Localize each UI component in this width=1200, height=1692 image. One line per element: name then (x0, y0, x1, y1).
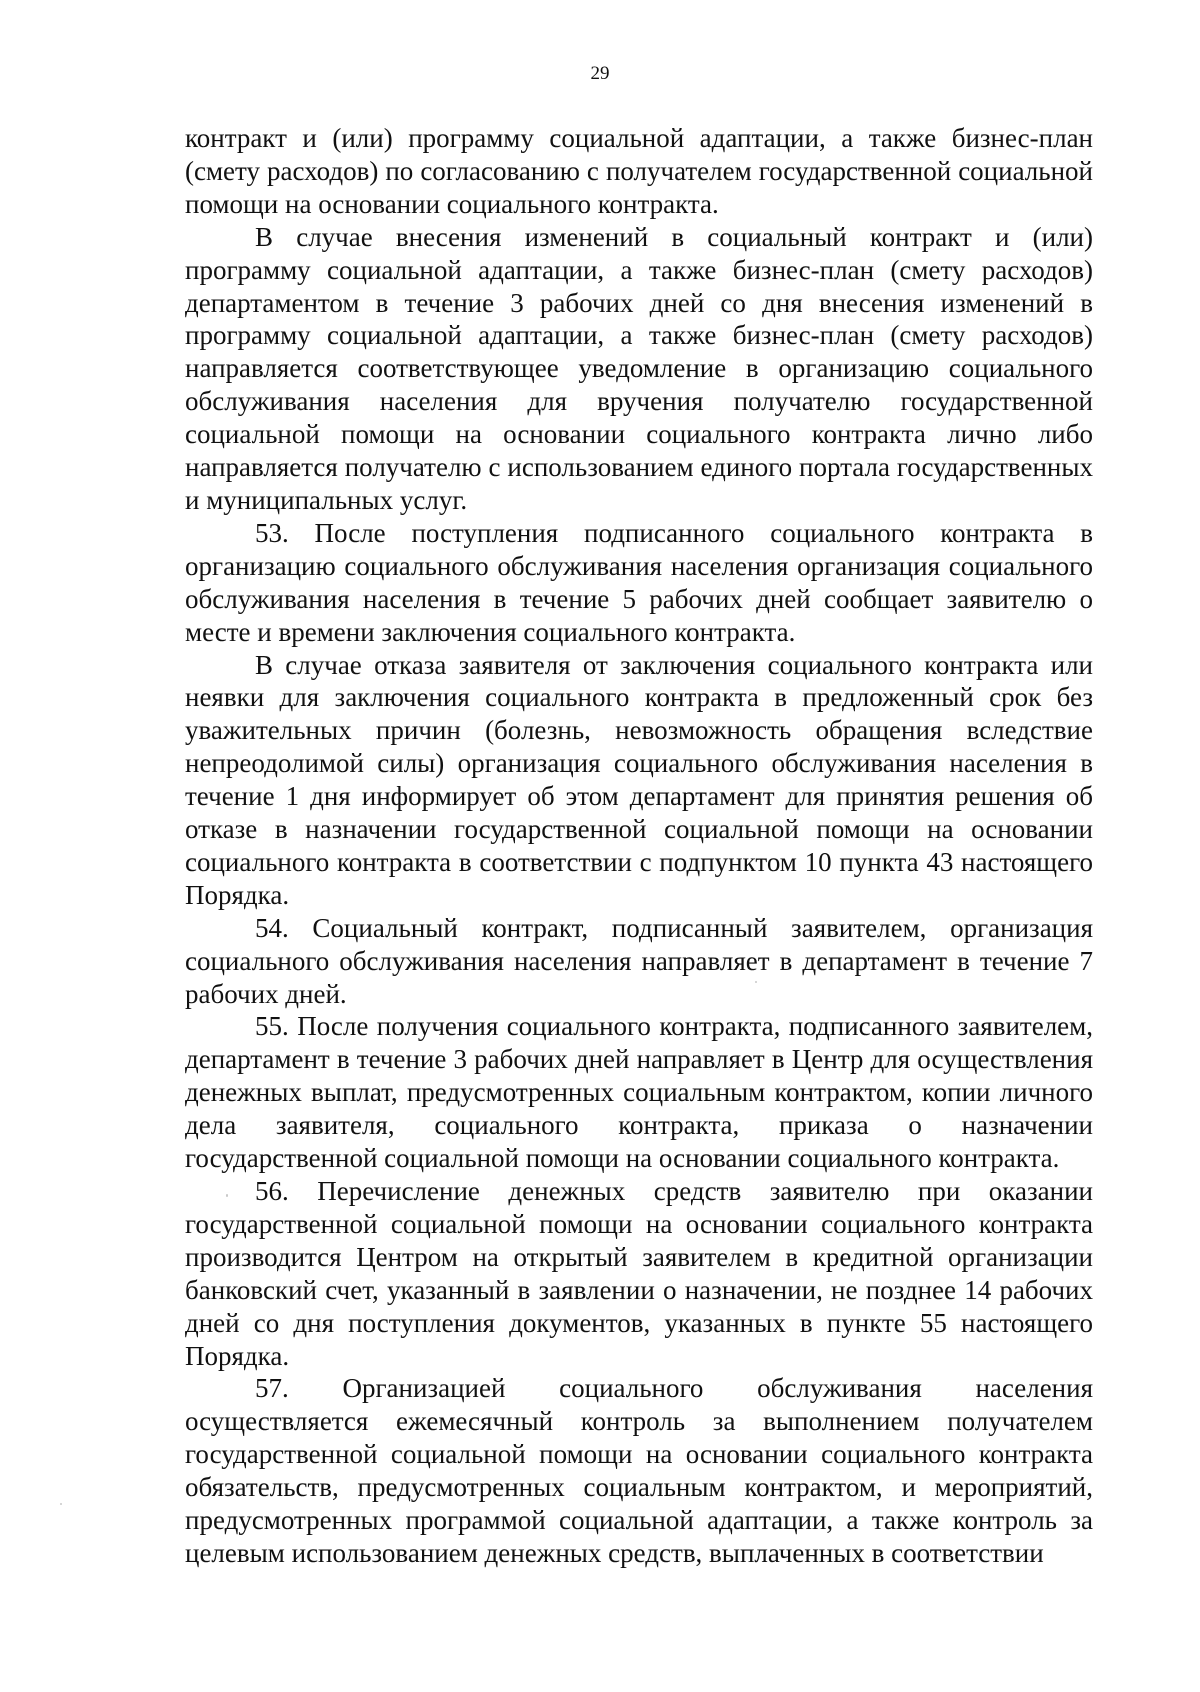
paragraph-item-54: 54. Социальный контракт, подписанный заявителем, организация социального обслуживания населения направляет в департамент в течение 7 рабочих дней. (185, 912, 1093, 1009)
paragraph-item-57: 57. Организацией социального обслуживания населения осуществляется ежемесячный контроль за выполнением получателем государственной социальной помощи на основании социального контракта обязательств, предусмотренных социальным контрактом, и мероприятий, предусмотренных программой социальной адаптации, а также контроль за целевым использованием денежных средств, выплаченных в соответствии (185, 1373, 1093, 1568)
scan-speck (226, 1194, 228, 1197)
paragraph-continuation: контракт и (или) программу социальной адаптации, а также бизнес-план (смету расходов) по согласованию с получателем государственной социальной помощи на основании социального контракта. (185, 123, 1093, 219)
paragraph-refusal: В случае отказа заявителя от заключения социального контракта или неявки для заключения социального контракта в предложенный срок без уважительных причин (болезнь, невозможность обращения вследствие непреодолимой силы) организация социального обслуживания населения в течение 1 дня информирует об этом департамент для принятия решения об отказе в назначении государственной социальной помощи на основании социального контракта в соответствии с подпунктом 10 пункта 43 настоящего Порядка. (185, 649, 1093, 910)
paragraph-item-53: 53. После поступления подписанного социального контракта в организацию социального обслуживания населения организация социального обслуживания населения в течение 5 рабочих дней сообщает заявителю о месте и времени заключения социального контракта. (185, 517, 1093, 647)
scan-speck (60, 1503, 62, 1505)
scan-speck (755, 981, 757, 983)
paragraph-item-55: 55. После получения социального контракта, подписанного заявителем, департамент в течение 3 рабочих дней направляет в Центр для осуществления денежных выплат, предусмотренных социальным контрактом, копии личного дела заявителя, социального контракта, приказа о назначении государственной социальной помощи на основании социального контракта. (185, 1011, 1093, 1174)
page-number: 29 (590, 63, 610, 84)
paragraph-contract-changes: В случае внесения изменений в социальный контракт и (или) программу социальной адаптации, а также бизнес-план (смету расходов) департаментом в течение 3 рабочих дней со дня внесения изменений в программу социальной адаптации, а также бизнес-план (смету расходов) направляется соответствующее уведомление в организацию социального обслуживания населения для вручения получателю государственной социальной помощи на основании социального контракта лично либо направляется получателю с использованием единого портала государственных и муниципальных услуг. (185, 221, 1093, 515)
document-body (185, 122, 1093, 1570)
paragraph-item-56: 56. Перечисление денежных средств заявителю при оказании государственной социальной помощи на основании социального контракта производится Центром на открытый заявителем в кредитной организации банковский счет, указанный в заявлении о назначении, не позднее 14 рабочих дней со дня поступления документов, указанных в пункте 55 настоящего Порядка. (185, 1176, 1093, 1371)
